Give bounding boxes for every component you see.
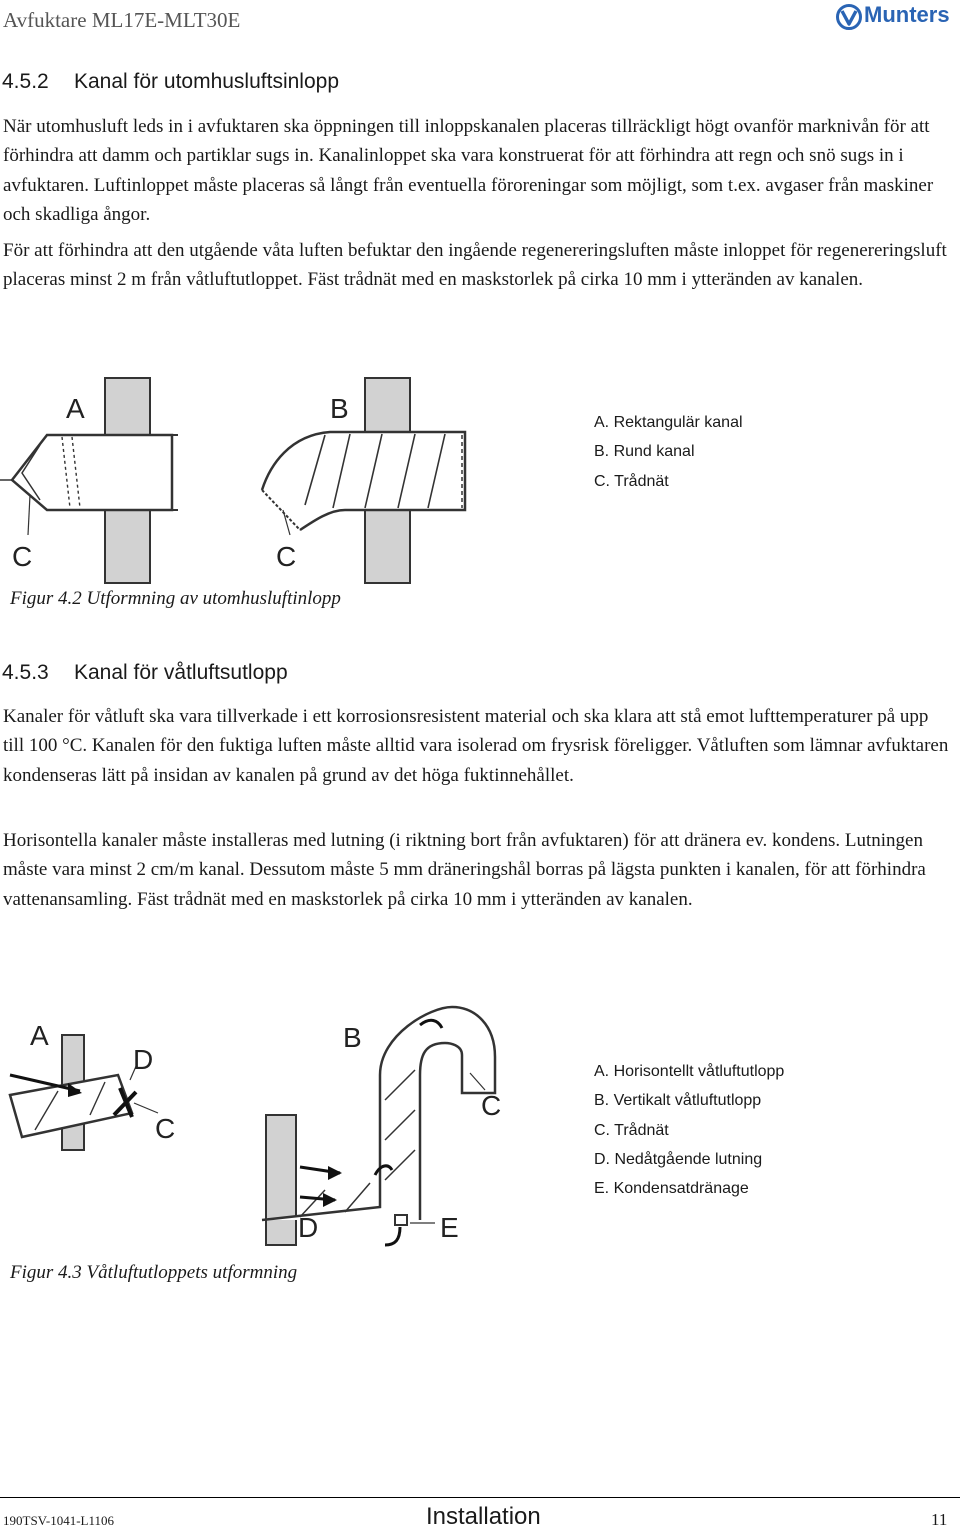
footer-page-number: 11: [931, 1510, 948, 1529]
section-title: Kanal för utomhusluftsinlopp: [74, 70, 339, 93]
munters-logo-text: Munters: [864, 2, 950, 27]
figure-outdoor-inlet: [0, 370, 480, 585]
section-number: 4.5.3: [2, 661, 49, 684]
label-c-2: C: [276, 541, 297, 572]
section-heading-453: [2, 661, 288, 685]
section-title: Kanal för våtluftsutlopp: [74, 661, 288, 684]
document-title: Avfuktare ML17E-MLT30E: [3, 8, 241, 32]
footer-divider: [0, 1497, 960, 1498]
legend-item: C. Trådnät: [594, 1121, 669, 1139]
label-c-1: C: [12, 541, 33, 572]
paragraph-outdoor-inlet-2: För att förhindra att den utgående våta luften befuktar den ingående regenereringsluften måste inloppet för regenereringsluft placeras minst 2 m från våtluftutloppet. Fäst trådnät med en maskstorlek på cirka 10 mm i ytteränden av kanalen.: [3, 240, 947, 291]
legend-item: E. Kondensatdränage: [594, 1180, 749, 1198]
figure-wet-air-outlet: [0, 995, 540, 1255]
legend-item: A. Horisontellt våtluftutlopp: [594, 1063, 785, 1080]
legend-item: D. Nedåtgående lutning: [594, 1150, 763, 1168]
section-number: 4.5.2: [2, 70, 49, 93]
munters-logo-icon: [836, 4, 862, 30]
label-c-1: C: [155, 1113, 176, 1144]
figure-43-legend: [594, 1057, 784, 1203]
rectangular-duct-outer: [12, 435, 172, 510]
section-heading-452: [2, 70, 339, 94]
figure-42-caption: Figur 4.2 Utformning av utomhusluftinlopp: [10, 588, 341, 609]
label-b: B: [330, 393, 349, 424]
label-d-1: D: [133, 1044, 154, 1075]
paragraph-outdoor-inlet-1: När utomhusluft leds in i avfuktaren ska öppningen till inloppskanalen placeras tillräckligt högt ovanför marknivån för att förhindra att damm och partiklar sugs in. Kanalinloppet ska vara konstruerat för att förhindra att regn och snö sugs in i avfuktaren. Luftinloppet måste placeras så långt från eventuella föroreningar som möjligt, som t.ex. avgaser från maskiner och skadliga ångor.: [3, 116, 934, 225]
label-e: E: [440, 1212, 459, 1243]
legend-item: B. Rund kanal: [594, 443, 695, 461]
footer-section-name: Installation: [426, 1503, 541, 1530]
figure-42-legend: [594, 408, 743, 496]
label-b: B: [343, 1022, 362, 1053]
paragraph-wet-air-1: Kanaler för våtluft ska vara tillverkade i ett korrosionsresistent material och ska klara att stå emot lufttemperaturer på upp till 100 °C. Kanalen för den fuktiga luften måste alltid vara isolerad om frysrisk föreligger. Våtluften som lämnar avfuktaren kondenseras lätt på insidan av kanalen på grund av det höga fuktinnehållet.: [3, 706, 949, 786]
figure-43-caption: Figur 4.3 Våtluftutloppets utformning: [10, 1262, 298, 1283]
label-c-2: C: [481, 1090, 502, 1121]
legend-item: A. Rektangulär kanal: [594, 414, 743, 431]
legend-item: C. Trådnät: [594, 472, 669, 490]
paragraph-wet-air-2: Horisontella kanaler måste installeras med lutning (i riktning bort från avfuktaren) för att dränera ev. kondens. Lutningen måste vara minst 2 cm/m kanal. Dessutom måste 5 mm dräneringshål borras på lägsta punkten i kanalen, för att förhindra vattenansamling. Fäst trådnät med en maskstorlek på cirka 10 mm i ytteränden av kanalen.: [3, 830, 926, 910]
label-a: A: [30, 1020, 49, 1051]
wall-b: [266, 1115, 296, 1245]
label-a: A: [66, 393, 85, 424]
munters-logo: [836, 2, 958, 32]
legend-item: B. Vertikalt våtluftutlopp: [594, 1092, 762, 1110]
label-d-2: D: [298, 1212, 319, 1243]
footer-document-code: 190TSV-1041-L1106: [3, 1513, 114, 1528]
